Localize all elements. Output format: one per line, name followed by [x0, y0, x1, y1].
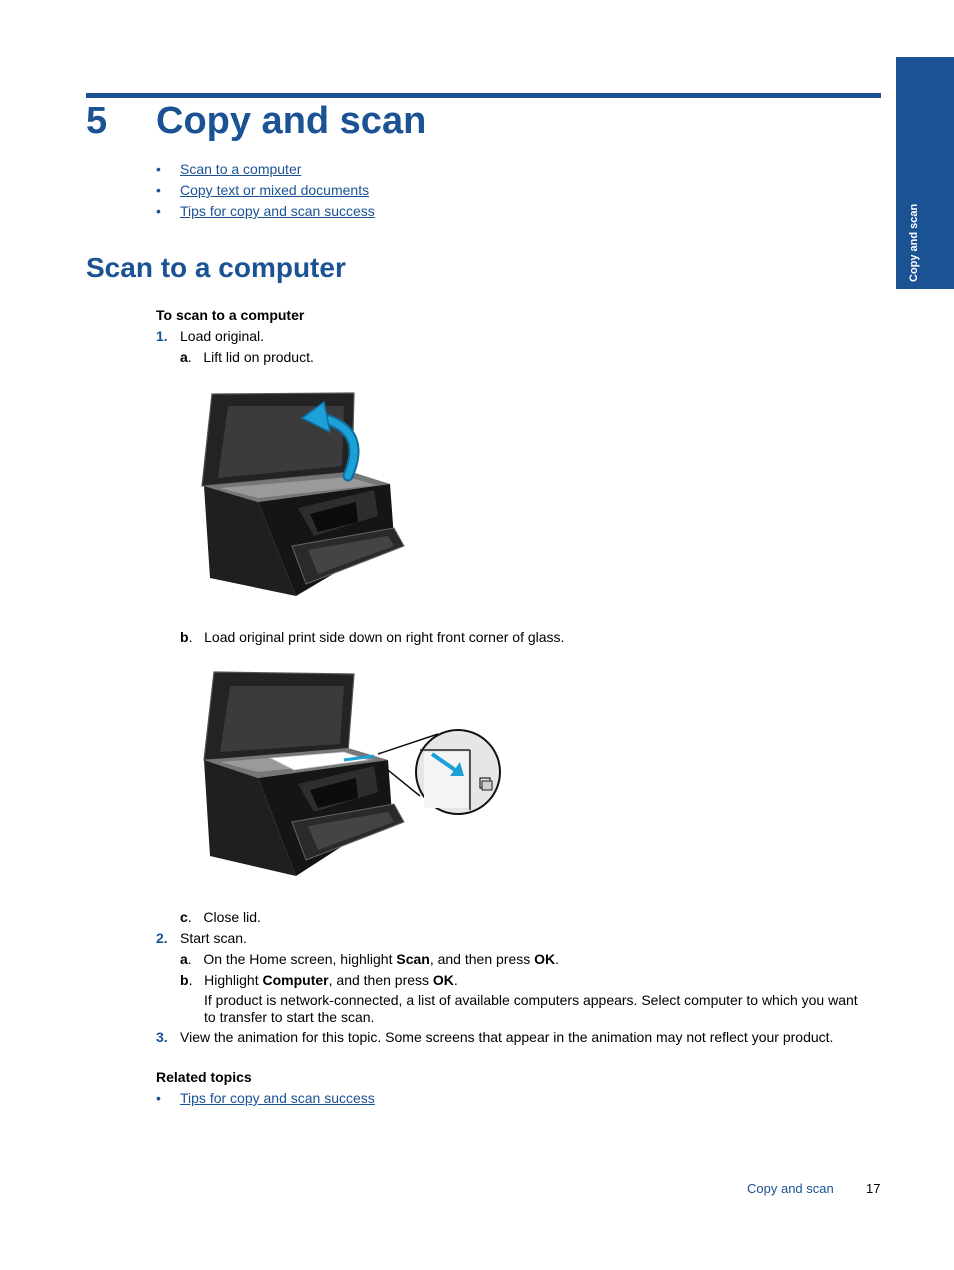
chapter-title: Copy and scan [156, 100, 427, 142]
step-number: 1. [156, 328, 168, 344]
toc-link-copy-text[interactable]: Copy text or mixed documents [180, 182, 370, 198]
substep-text: . [453, 972, 458, 988]
related-topics-title: Related topics [156, 1069, 252, 1085]
substep: b. Load original print side down on right front corner of glass. [180, 629, 565, 645]
substep-letter: a [180, 349, 188, 365]
step-number: 2. [156, 930, 168, 946]
bullet-icon: • [156, 1090, 161, 1106]
substep: b. Highlight Computer, and then press OK. [180, 972, 458, 988]
scan-keyword: Scan [396, 951, 430, 967]
substep-text: Highlight [204, 972, 263, 988]
substep-letter: c [180, 909, 188, 925]
bullet-icon: • [156, 161, 161, 177]
substep-text: On the Home screen, highlight [203, 951, 397, 967]
printer-lid-open-illustration [198, 388, 408, 600]
substep-text: . [555, 951, 560, 967]
related-item [180, 1089, 375, 1107]
substep-text: , and then press [429, 951, 535, 967]
ok-keyword: OK [534, 951, 556, 967]
bullet-icon: • [156, 182, 161, 198]
substep-letter: b [180, 972, 189, 988]
step-text: View the animation for this topic. Some screens that appear in the animation may not reflect your product. [180, 1029, 834, 1045]
substep-text: , and then press [328, 972, 433, 988]
chapter-toc [156, 160, 375, 223]
footer-section: Copy and scan [747, 1181, 834, 1196]
substep-text: Close lid. [203, 909, 261, 925]
toc-item [156, 160, 375, 181]
substep: a. Lift lid on product. [180, 349, 314, 365]
page-number: 17 [866, 1181, 881, 1196]
substep-text: Load original print side down on right front corner of glass. [204, 629, 565, 645]
substep-note: If product is network-connected, a list of available computers appears. Select computer to which you want [204, 992, 858, 1008]
substep-note: to transfer to start the scan. [204, 1009, 375, 1025]
substep: a. On the Home screen, highlight Scan, and then press OK. [180, 951, 560, 967]
step-text: Load original. [180, 328, 265, 344]
step-number: 3. [156, 1029, 168, 1045]
substep-letter: b [180, 629, 189, 645]
side-tab-label: Copy and scan [908, 203, 920, 282]
chapter-number: 5 [86, 100, 108, 142]
substep-text: Lift lid on product. [203, 349, 314, 365]
side-tab [896, 57, 954, 289]
substep: c. Close lid. [180, 909, 261, 925]
bullet-icon: • [156, 203, 161, 219]
section-title: Scan to a computer [86, 252, 346, 283]
step-text: Start scan. [180, 930, 247, 946]
related-item [156, 1089, 161, 1107]
substep-letter: a [180, 951, 188, 967]
toc-link-tips[interactable]: Tips for copy and scan success [180, 203, 375, 219]
load-original-illustration [198, 668, 504, 882]
toc-item [156, 202, 375, 223]
related-link-tips[interactable]: Tips for copy and scan success [180, 1090, 375, 1106]
toc-item [156, 181, 375, 202]
ok-keyword: OK [432, 972, 454, 988]
procedure-title: To scan to a computer [156, 307, 305, 323]
computer-keyword: Computer [262, 972, 329, 988]
toc-link-scan-to-computer[interactable]: Scan to a computer [180, 161, 302, 177]
